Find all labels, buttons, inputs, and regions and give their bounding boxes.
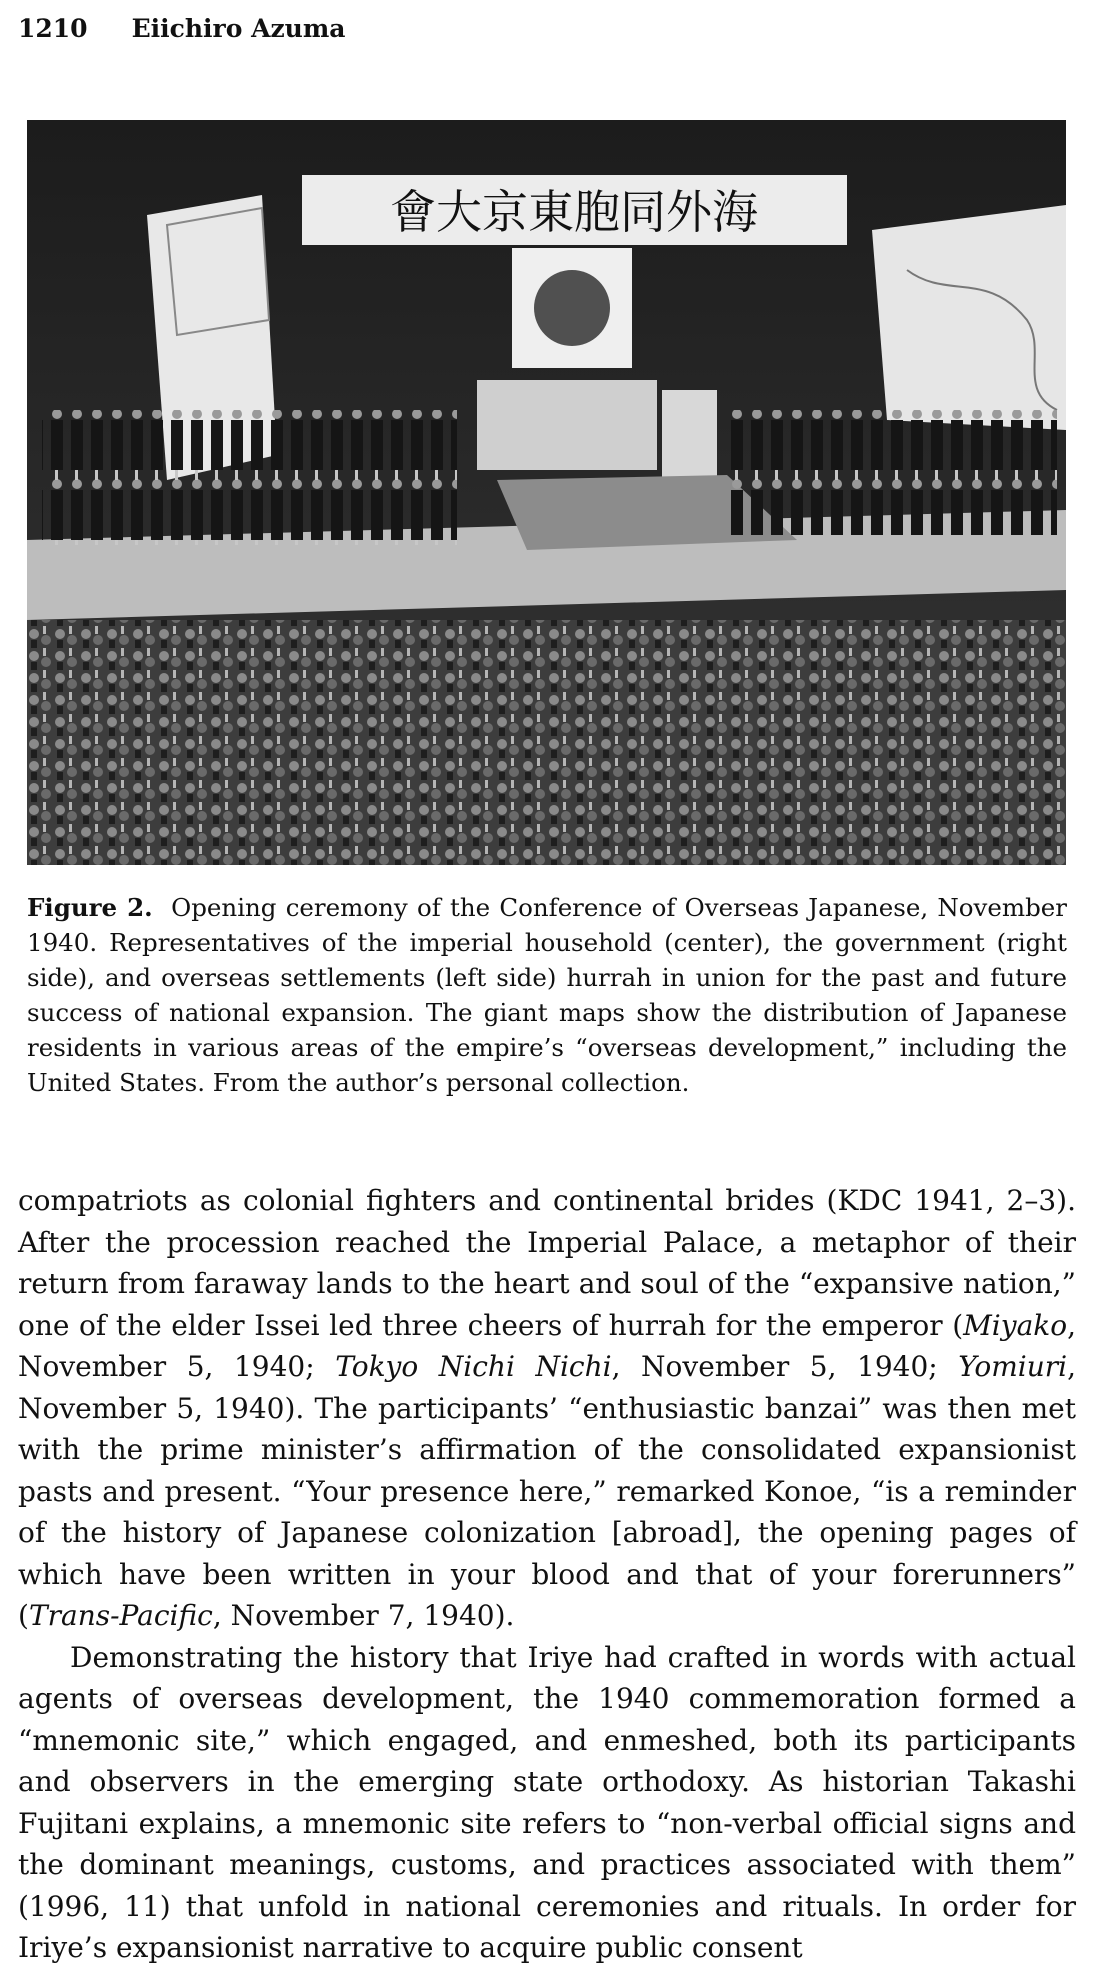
figure-caption	[27, 890, 1067, 1100]
p1-text-g: , November 5, 1940). The participants’ “enthusiastic banzai” was then met with the prime minister’s affirmation of the consolidated expansionist pasts and present. “Your presence here,” remarked Konoe, “is a reminder of the history of Japanese colonization [abroad], the opening pages of which have been written in your blood and that of your forerunners” (	[18, 1350, 1076, 1632]
p1-text-c: , November 5, 1940;	[18, 1308, 1076, 1383]
left-officials	[42, 410, 457, 545]
p1-italic-tokyo-nichi-nichi: Tokyo Nichi Nichi	[335, 1350, 612, 1383]
p1-text-i: , November 7, 1940).	[212, 1599, 515, 1632]
p1-italic-trans-pacific: Trans-Pacific	[28, 1599, 213, 1632]
center-screen	[477, 380, 657, 470]
figure-label: Figure 2.	[27, 893, 153, 922]
flag-sun	[534, 270, 610, 346]
body-text	[18, 1180, 1076, 1969]
audience	[27, 620, 1066, 865]
p1-italic-miyako: Miyako	[963, 1308, 1068, 1342]
banner-text: 會大京東胞同外海	[390, 185, 758, 239]
p1-text-a: compatriots as colonial fighters and continental brides (KDC 1941, 2–3). After the procession reached the Imperial Palace, a metaphor of their return from faraway lands to the heart and soul of the “expansive nation,” one of the elder Issei led three cheers of hurrah for the emperor (	[18, 1184, 1076, 1342]
paragraph-1	[18, 1180, 1076, 1637]
right-map-panel	[872, 205, 1066, 430]
right-officials	[727, 410, 1057, 535]
running-header	[18, 14, 346, 43]
caption-text: Opening ceremony of the Conference of Overseas Japanese, November 1940. Representatives of the imperial household (center), the government (right side), and overseas settlements (left side) hurrah in union for the past and future success of national expansion. The giant maps show the distribution of Japanese residents in various areas of the empire’s “overseas development,” including the United States. From the author’s personal collection.	[27, 893, 1067, 1097]
p1-italic-yomiuri: Yomiuri	[958, 1350, 1068, 1383]
author-name: Eiichiro Azuma	[131, 14, 346, 43]
photo-illustration	[27, 120, 1066, 865]
ceremony-photograph	[27, 120, 1066, 865]
paragraph-2: Demonstrating the history that Iriye had crafted in words with actual agents of overseas development, the 1940 commemoration formed a “mnemonic site,” which engaged, and enmeshed, both its participants and observers in the emerging state orthodoxy. As historian Takashi Fujitani explains, a mnemonic site refers to “non-verbal official signs and the dominant meanings, customs, and practices associated with them” (1996, 11) that unfold in national ceremonies and rituals. In order for Iriye’s expansionist narrative to acquire public consent	[18, 1640, 1076, 1964]
page-number: 1210	[18, 14, 88, 43]
center-screen-right	[662, 390, 717, 485]
p1-text-e: , November 5, 1940;	[611, 1350, 959, 1383]
